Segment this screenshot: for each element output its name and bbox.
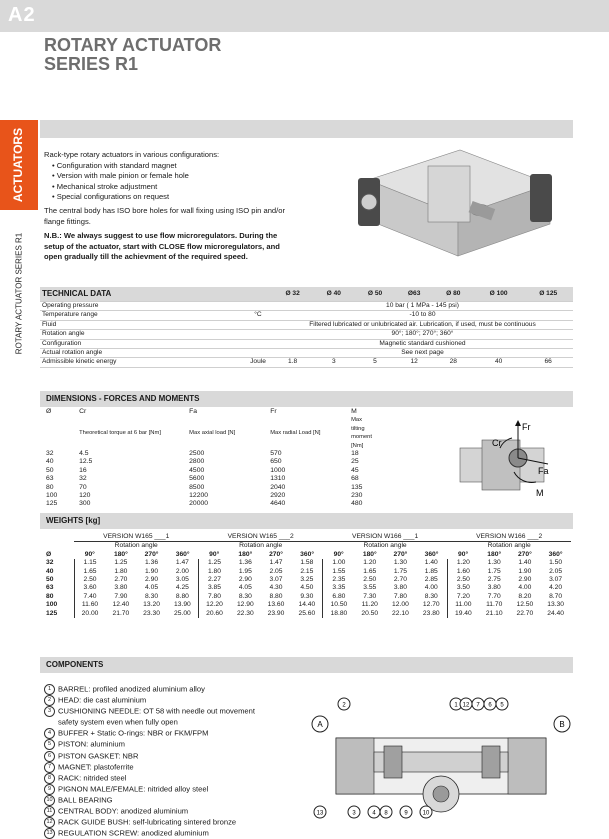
port-b-label: B <box>559 720 565 729</box>
title-line-1: ROTARY ACTUATOR <box>44 35 222 55</box>
callout-label: 13 <box>316 810 324 817</box>
component-text: RACK: nitrided steel <box>58 773 127 783</box>
angle-row: Ø 90° 180° 270° 360° 90° 180° 270° 360° 90° 180° 270° 360° 90° 180° 270° 360° <box>44 551 571 559</box>
component-item <box>44 784 304 795</box>
angle-header: 270° <box>393 550 408 558</box>
actuator-illustration <box>350 140 572 280</box>
page-number: A2 <box>8 4 36 26</box>
component-number: 2 <box>44 695 55 706</box>
component-number: 5 <box>44 739 55 750</box>
table-row: 40 12.5 2800 650 25 <box>46 458 359 466</box>
component-item <box>44 817 304 828</box>
size-header: Ø 50 <box>354 287 395 302</box>
component-text: BALL BEARING <box>58 795 113 805</box>
weights-body <box>44 559 571 618</box>
component-text: PIGNON MALE/FEMALE: nitrided alloy steel <box>58 784 209 794</box>
version-row <box>44 533 571 542</box>
weights-header: WEIGHTS [kg] <box>40 513 573 529</box>
table-row: 40 1.65 1.80 1.90 2.00 1.80 1.95 2.05 2.15 1.55 1.65 1.75 1.85 1.60 1.75 1.90 2.05 <box>46 567 563 575</box>
intro-note: N.B.: We always suggest to use flow microregulators. During the setup of the actuator, start with CLOSE flow microregulators, and open gradually till the achievment of the required speed. <box>44 231 280 262</box>
component-item <box>44 706 304 717</box>
feature-item: • Version with male pinion or female hole <box>52 171 294 182</box>
dimensions-table <box>44 408 374 509</box>
version-label: VERSION W166 ___2 <box>447 533 571 542</box>
component-item <box>44 762 304 773</box>
angle-header: 180° <box>113 550 128 558</box>
component-number: 10 <box>44 795 55 806</box>
callout-label: 7 <box>476 702 480 709</box>
component-number: 6 <box>44 751 55 762</box>
component-item <box>44 684 304 695</box>
size-header: Ø63 <box>396 287 433 302</box>
table-row: 80 7.40 7.90 8.30 8.80 7.80 8.30 8.80 9.30 6.80 7.30 7.80 8.30 7.20 7.70 8.20 8.70 <box>46 592 563 600</box>
intro-line: Rack-type rotary actuators in various configurations: <box>44 150 220 159</box>
table-header-row: Ø Cr Fa Fr M <box>46 408 357 415</box>
component-number: 13 <box>44 828 55 839</box>
feature-item: • Configuration with standard magnet <box>52 161 294 172</box>
size-header: Ø 125 <box>523 287 573 302</box>
table-row: 100 120 12200 2920 230 <box>46 492 363 500</box>
side-series-label: ROTARY ACTUATOR SERIES R1 <box>14 232 24 354</box>
component-item <box>44 773 304 784</box>
angle-header: 180° <box>487 550 502 558</box>
table-row: 125 300 20000 4640 480 <box>46 500 363 508</box>
table-row: Rotation angle 90°; 180°; 270°; 360° <box>40 330 573 339</box>
table-row: 125 20.00 21.70 23.30 25.00 20.60 22.30 23.90 25.60 18.80 20.50 22.10 23.80 19.40 21.10 22.70 24.40 <box>46 609 564 617</box>
callout-label: 5 <box>500 702 504 709</box>
m-label: M <box>536 488 544 498</box>
title-line-2: SERIES R1 <box>44 54 139 74</box>
table-row: Operating pressure 10 bar ( 1 MPa - 145 psi) <box>40 302 573 311</box>
components-list <box>44 684 304 839</box>
fa-label: Fa <box>538 466 549 476</box>
subheader-row: Rotation angle Rotation angle Rotation angle Rotation angle <box>114 542 531 550</box>
cr-label: Cr <box>492 438 502 448</box>
feature-item: • Special configurations on request <box>52 192 294 203</box>
table-row: 32 4.5 2500 570 18 <box>46 450 359 458</box>
callout-label: 10 <box>422 810 430 817</box>
version-label: VERSION W166 ___1 <box>323 533 447 542</box>
component-number: 8 <box>44 773 55 784</box>
fr-label: Fr <box>522 422 531 432</box>
angle-header: 360° <box>300 550 315 558</box>
table-row: Admissible kinetic energy Joule 1.8 3 5 12 28 40 66 <box>40 358 573 367</box>
callout-label: 3 <box>352 810 356 817</box>
tech-header: TECHNICAL DATA <box>40 287 244 302</box>
angle-header: 90° <box>333 550 344 558</box>
component-text: BUFFER + Static O-rings: NBR or FKM/FPM <box>58 728 209 738</box>
table-row: 80 70 8500 2040 135 <box>46 483 363 491</box>
angle-header: 270° <box>517 550 532 558</box>
callout-label: 4 <box>372 810 376 817</box>
component-text: CENTRAL BODY: anodized aluminium <box>58 806 189 816</box>
component-text: PISTON: aluminium <box>58 739 125 749</box>
port-a-label: A <box>317 720 323 729</box>
components-header: COMPONENTS <box>40 657 573 673</box>
table-row: 100 11.60 12.40 13.20 13.90 12.20 12.90 13.60 14.40 10.50 11.20 12.00 12.70 11.00 11.70 12.50 13.30 <box>46 601 564 609</box>
component-text: PISTON GASKET: NBR <box>58 751 139 761</box>
angle-header: 360° <box>548 550 563 558</box>
component-number: 12 <box>44 817 55 828</box>
component-text: REGULATION SCREW: anodized aluminium <box>58 828 209 838</box>
callout-label: 6 <box>488 702 492 709</box>
intro-text <box>44 150 294 263</box>
top-bar <box>0 0 609 32</box>
component-item <box>44 717 304 728</box>
side-tab <box>3 125 33 205</box>
table-row: Temperature range °C -10 to 80 <box>40 311 573 320</box>
component-number: 11 <box>44 806 55 817</box>
callout-label: 12 <box>462 702 470 709</box>
component-number: 4 <box>44 728 55 739</box>
component-number: 3 <box>44 706 55 717</box>
callout-label: 2 <box>342 702 346 709</box>
table-row: Configuration Magnetic standard cushioned <box>40 339 573 348</box>
header-band <box>40 120 573 138</box>
side-tab-label: ACTUATORS <box>11 127 26 203</box>
forces-figure <box>452 418 572 508</box>
table-row: 63 3.60 3.80 4.05 4.25 3.85 4.05 4.30 4.50 3.35 3.55 3.80 4.00 3.50 3.80 4.00 4.20 <box>46 584 563 592</box>
callout-label: 1 <box>454 702 458 709</box>
component-number: 9 <box>44 784 55 795</box>
table-row: 32 1.15 1.25 1.36 1.47 1.25 1.36 1.47 1.58 1.00 1.20 1.30 1.40 1.20 1.30 1.40 1.50 <box>46 559 563 567</box>
table-row: Actual rotation angle See next page <box>40 349 573 358</box>
component-item <box>44 828 304 839</box>
table-header-row <box>40 287 573 302</box>
angle-header: 270° <box>269 550 283 558</box>
technical-data-table <box>40 287 573 368</box>
dimensions-body <box>44 450 374 509</box>
component-item <box>44 751 304 762</box>
angle-header: 270° <box>144 550 159 558</box>
component-text: safety system even when fully open <box>58 717 178 727</box>
component-text: RACK GUIDE BUSH: self-lubricating sintered bronze <box>58 817 237 827</box>
technical-data <box>40 287 573 368</box>
angle-header: 90° <box>458 550 469 558</box>
angle-header: 360° <box>424 550 439 558</box>
feature-item: • Mechanical stroke adjustment <box>52 182 294 193</box>
size-header: Ø 32 <box>272 287 313 302</box>
component-text: CUSHIONING NEEDLE: OT 58 with needle out movement <box>58 706 255 716</box>
size-header: Ø 40 <box>313 287 354 302</box>
component-text: MAGNET: plastoferrite <box>58 762 134 772</box>
dimensions-header: DIMENSIONS - FORCES AND MOMENTS <box>40 391 573 407</box>
angle-header: 180° <box>362 550 377 558</box>
feature-list <box>44 161 294 203</box>
angle-header: 360° <box>175 550 190 558</box>
angle-header: 180° <box>238 550 253 558</box>
component-item <box>44 739 304 750</box>
table-row: 50 2.50 2.70 2.90 3.05 2.27 2.90 3.07 3.25 2.35 2.50 2.70 2.85 2.50 2.75 2.90 3.07 <box>46 576 563 584</box>
table-row: Fluid Filtered lubricated or unlubricated air. Lubrication, if used, must be continuous <box>40 320 573 329</box>
table-row: 50 16 4500 1000 45 <box>46 466 359 474</box>
component-item <box>44 695 304 706</box>
component-item <box>44 806 304 817</box>
angle-header: 90° <box>84 550 95 558</box>
callout-label: 9 <box>404 810 408 817</box>
page-title <box>44 36 221 74</box>
callout-label: 8 <box>384 810 388 817</box>
size-header: Ø 80 <box>433 287 474 302</box>
weights-table <box>44 533 571 618</box>
table-row: 63 32 5600 1310 68 <box>46 475 359 483</box>
intro-body: The central body has ISO bore holes for wall fixing using ISO pin and/or flange fittings. <box>44 205 286 226</box>
version-label: VERSION W165 ___1 <box>74 533 198 542</box>
component-text: HEAD: die cast aluminium <box>58 695 147 705</box>
section-drawing <box>306 696 576 838</box>
component-text: BARREL: profiled anodized aluminium alloy <box>58 684 205 694</box>
side-series <box>8 228 30 358</box>
table-subheader-row: Theoretical torque at 6 bar [Nm] Max axial load [N] Max radial Load [N] Max tilting moment [Nm] <box>79 417 373 449</box>
component-item <box>44 795 304 806</box>
component-number: 1 <box>44 684 55 695</box>
size-header: Ø 100 <box>474 287 523 302</box>
version-label: VERSION W165 ___2 <box>198 533 322 542</box>
component-number: 7 <box>44 762 55 773</box>
angle-header: 90° <box>209 550 220 558</box>
component-item <box>44 728 304 739</box>
